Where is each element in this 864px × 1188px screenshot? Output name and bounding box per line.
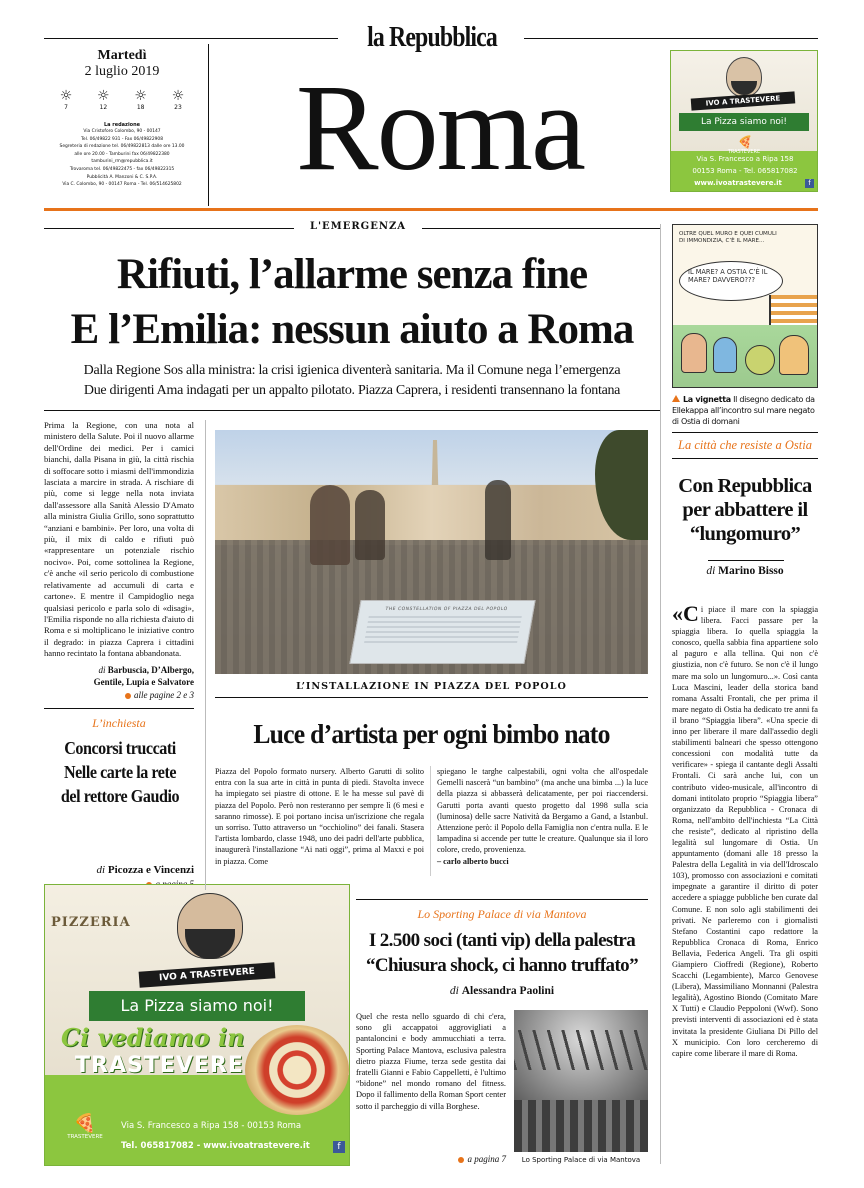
redazione-line: Via C. Colombo, 90 - 00147 Roma - Tel. 06/514625802 [62,182,182,188]
inchiesta-byline: di Picozza e Vincenzi [96,864,194,876]
day-label: Martedì [97,48,147,63]
redazione-line: Via Cristoforo Colombo, 90 - 00147 [83,129,161,134]
vignetta-cartoon [672,224,818,388]
date-label: 2 luglio 2019 [84,64,160,79]
lead-headline-2: E l’Emilia: nessun aiuto a Roma [70,306,634,353]
weather-slot [164,88,192,111]
inchiesta-headline: Concorsi truccati Nelle carte la rete del rettore Gaudio [60,738,180,806]
lead-jump-link[interactable]: alle pagine 2 e 3 [44,690,194,700]
sun-icon: ☼ [134,88,147,104]
lead-kicker: L'EMERGENZA [309,221,407,232]
top-ad-web[interactable]: www.ivoatrastevere.it [694,179,782,187]
lead-headline-1: Rifiuti, l’allarme senza fine [116,251,588,298]
bottom-ad[interactable] [44,884,350,1166]
bottom-ad-shop-sign: PIZZERIA [51,915,131,930]
bottom-ad-banner: IVO A TRASTEVERE [139,962,276,987]
redazione-line: Trovaroma tel. 06/49822475 - fax 06/49822315 [69,166,175,172]
sporting-section: Lo Sporting Palace di via Mantova [417,907,587,921]
bottom-ad-script-2: TRASTEVERE [75,1053,244,1078]
top-ad-slogan: La Pizza siamo noi! [679,113,809,131]
sporting-photo [514,1010,648,1152]
weather-hour: 7 [64,104,68,111]
edition-title: Roma [295,59,585,196]
top-ad-logo: 🍕 TRASTEVERE [727,135,761,155]
weather-row [44,88,200,118]
redazione-line: alle ore 20.00 - Tamburini fax 06/49822380 [74,151,170,157]
weather-slot [89,88,117,111]
top-ad-phone: 00153 Roma - Tel. 065817082 [692,167,798,175]
triangle-icon [672,395,680,402]
brand-logo: la Repubblica [367,22,497,53]
bottom-ad-slogan: La Pizza siamo noi! [89,991,305,1021]
piazza-photo [215,430,648,674]
lead-byline: di Barbuscia, D’Albergo, Gentile, Lupia e Salvatore [93,665,194,687]
photo-caption: L’INSTALLAZIONE IN PIAZZA DEL POPOLO [296,681,567,692]
lead-body: Prima la Regione, con una nota al ministero della Salute. Poi il nuovo allarme dell'Ordine dei medici. Per i camici bianchi, dalla Pisana in giù, la città rischia di soffocare sotto i miasmi dell'immondizia lasciata a marcire in strada. A rischiare di più, come si legge nella nota inviata dall'assessore alla Sanità Alessio D'Amato alla ministra Giulia Grillo, sono soprattutto “anziani e bambini». Per loro, una volta di più, il mix di caldo e rifiuti può «rappresentare un potenziale rischio nocivo». Poi, come sottolinea la Regione, c'è anche «il serio pericolo di combustione relativamente ad accumuli di carta e cartone». E mentre il Campidoglio nega qualsiasi pericolo e parla solo di «disagi», l'Emilia risponde no alla richiesta d'aiuto di Roma e si moltiplicano le iniziative contro il degrado: in piazza Caprera i cittadini hanno recintato la fontana abbandonata. [44,420,194,659]
people [310,485,350,565]
lungomuro-body: «Ci piace il mare con la spiaggia libera. Facci passare per la spiaggia libera. Io quella spiaggia la conosco, quella sabbia fina appartiene solo al paguro e alla tellina. Qui non c'è giustizia, non c'è futuro. Se non c'è il lungo mare ma solo un lungomuro...». Così canta Luca Mascini, leader della storica band romana Assalti Frontali, che per prima il mare negato di Ostia ha dedicato tre anni fa il brano “Spiaggia libera”. «Una specie di inno per liberare il mare dall'assedio degli stabilimenti balneari che spesso ottengono concessioni con modalità tutte da verificare» - spiega il cantante degli Assalti Frontali. Ci sarà anche lui, con un contributo video-musicale, all'incontro di domani intitolato proprio “Spiaggia libera” organizzato da Repubblica - Cronaca di Roma, nell'ambito dell'inchiesta “La Città che resiste”, dedicato al ripristino della legalità sul lungomare di Ostia. Un appuntamento (domani alle 18 presso la Palestra della Legalità in via dell'Idroscalo 103), promosso con associazioni e comitati impegnate a garantire il diritto di poter accedere a spiagge pubbliche ben curate dal Comune. E non solo agli stabilimenti dei privati. Ne parleremo con i giornalisti Stefano Costantini capo redattore la Repubblica Cronaca di Roma, Enrico Bellavia, Federica Angeli. Tra gli ospiti Giampiero Cioffredi (Regione), Roberto Scacchi (Legambiente), Marco Genovese (Libera), Massimiliano Monnanni (Palestra legalità), Agostino Biondo (Comitato Mare X Tutti) e Claudio Peppoloni (Wwf). Sono previsti interventi di associazioni ed è stata invitata la presidente Giuliana Di Pillo del X municipio. Con loro cercheremo di capire come liberare il mare di Roma. [672,601,818,1058]
vignetta-caption: La vignetta Il disegno dedicato da Ellekappa all’incontro sul mare negato di Ostia di domani [672,395,815,426]
masthead-info-box [44,44,200,204]
bottom-ad-address: Via S. Francesco a Ripa 158 - 00153 Roma [121,1121,302,1131]
sun-icon: ☼ [59,88,73,104]
sun-icon: ☼ [97,88,110,104]
bottom-ad-phone[interactable]: Tel. 065817082 - www.ivoatrastevere.it [121,1141,310,1151]
weather-hour: 18 [136,104,145,111]
weather-slot [127,88,155,111]
redazione-line: Segreteria di redazione tel. 06/49822813 dalle ore 13.00 [59,144,185,150]
sporting-body: Quel che resta nello sguardo di chi c'era, sono gli accappatoi aggrovigliati a pantaloncini e body ammucchiati a terra. Sporting Palace Mantova, esclusiva palestra dietro piazza Fiume, terza sede gestita dai fratelli Gianni e Fabio Cappelletti, è l'ultimo “bidone” nel mondo romano del fitness. Dopo il fallimento della Roman Sport center sotto il parcheggio di villa Borghese. [356,1012,506,1111]
lead-deck-1: Dalla Regione Sos alla ministra: la crisi igienica diventerà sanitaria. Ma il Comune nega l’emergenza [83,363,621,378]
sporting-headline: I 2.500 soci (tanti vip) della palestra “Chiusura shock, ci hanno truffato” [366,930,638,976]
lead-deck-2: Due dirigenti Ama indagati per un appalto pilotato. Piazza Caprera, i residenti transennano la fontana [83,383,621,398]
top-ad-banner: IVO A TRASTEVERE [691,91,796,110]
cartoon-bubble-2: IL MARE? A OSTIA C’È IL MARE? DAVVERO??? [679,261,783,301]
bottom-ad-logo: 🍕 TRASTEVERE [67,1113,103,1140]
sporting-byline: di Alessandra Paolini [449,985,555,997]
sun-icon: ☼ [171,88,185,104]
redazione-line: Tel. 06/49822 931 - Fax 06/49822908 [80,136,164,142]
dropcap: «C [672,601,699,626]
redazione-lines [44,128,200,189]
redazione-line: Pubblicità A. Manzoni & C. S.P.A. [86,174,158,180]
bullet-icon [125,693,131,699]
top-ad-address: Via S. Francesco a Ripa 158 [696,155,794,163]
sporting-jump-link[interactable]: a pagina 7 [356,1154,506,1164]
top-ad[interactable] [670,50,818,192]
bullet-icon [458,1157,464,1163]
lungomuro-headline: Con Repubblica per abbattere il “lungomuro” [678,475,812,545]
photo-story-headline: Luce d’artista per ogni bimbo nato [253,719,610,749]
redazione-line: tamburini_rm@repubblica.it [91,159,153,165]
buildings [215,485,648,545]
lungomuro-section: La città che resiste a Ostia [678,438,812,452]
facebook-icon[interactable]: f [805,179,814,188]
sporting-photo-caption: Lo Sporting Palace di via Mantova [521,1156,641,1164]
cartoon-bubble-1: OLTRE QUEL MURO E QUEI CUMULI DI IMMONDIZIA, C’È IL MARE... [679,231,777,244]
weather-hour: 23 [174,104,182,111]
weather-slot [52,88,80,111]
facebook-icon[interactable]: f [333,1141,345,1153]
weather-hour: 12 [99,104,108,111]
photo-story-col-2: spiegano le targhe calpestabili, ogni volta che all'ospedale Gemelli nascerà “un bambino” (ma anche una bimba ...) la luce della piazza si abbasserà delicatamente, per poi riaccendersi. Garutti porta avanti questo progetto dal 1998 sulla scia (luminosa) delle sacre Natività da Bergamo a Gand, a Istanbul. Attenzione però: il Popolo della Famiglia non c'entra nulla. E le lampadina si accende per tutte le creature. Qualunque sia il loro colore, credo, provenienza. – carlo alberto bucci [437,767,648,866]
plaque: THE CONSTELLATION OF PIAZZA DEL POPOLO [349,600,535,664]
lungomuro-byline: di Marino Bisso [706,565,784,577]
redazione-title: La redazione [103,122,141,128]
photo-story-col-1: Piazza del Popolo formato nursery. Alberto Garutti di solito entra con la sua arte in città in punta di piedi. Stavolta invece ha impiegato sei piastre di ottone. E le ha messe sul pavè di piazza del Popolo. Però non resteranno per sempre lì (6 mesi e saranno rimosse). E poi portano incisa un'iscrizione che regala un sorriso. Tutto attraverso un “occhiolino” dei fanali. Stasera l'artista lombardo, classe 1948, uno dei padri dell'arte pubblica, inaugurerà l'installazione “Ai nati oggi”, prima al Maxxi e poi in piazza. Come [215,767,424,866]
inchiesta-kicker: L’inchiesta [92,716,146,730]
bottom-ad-script-1: Ci vediamo in [61,1023,245,1052]
